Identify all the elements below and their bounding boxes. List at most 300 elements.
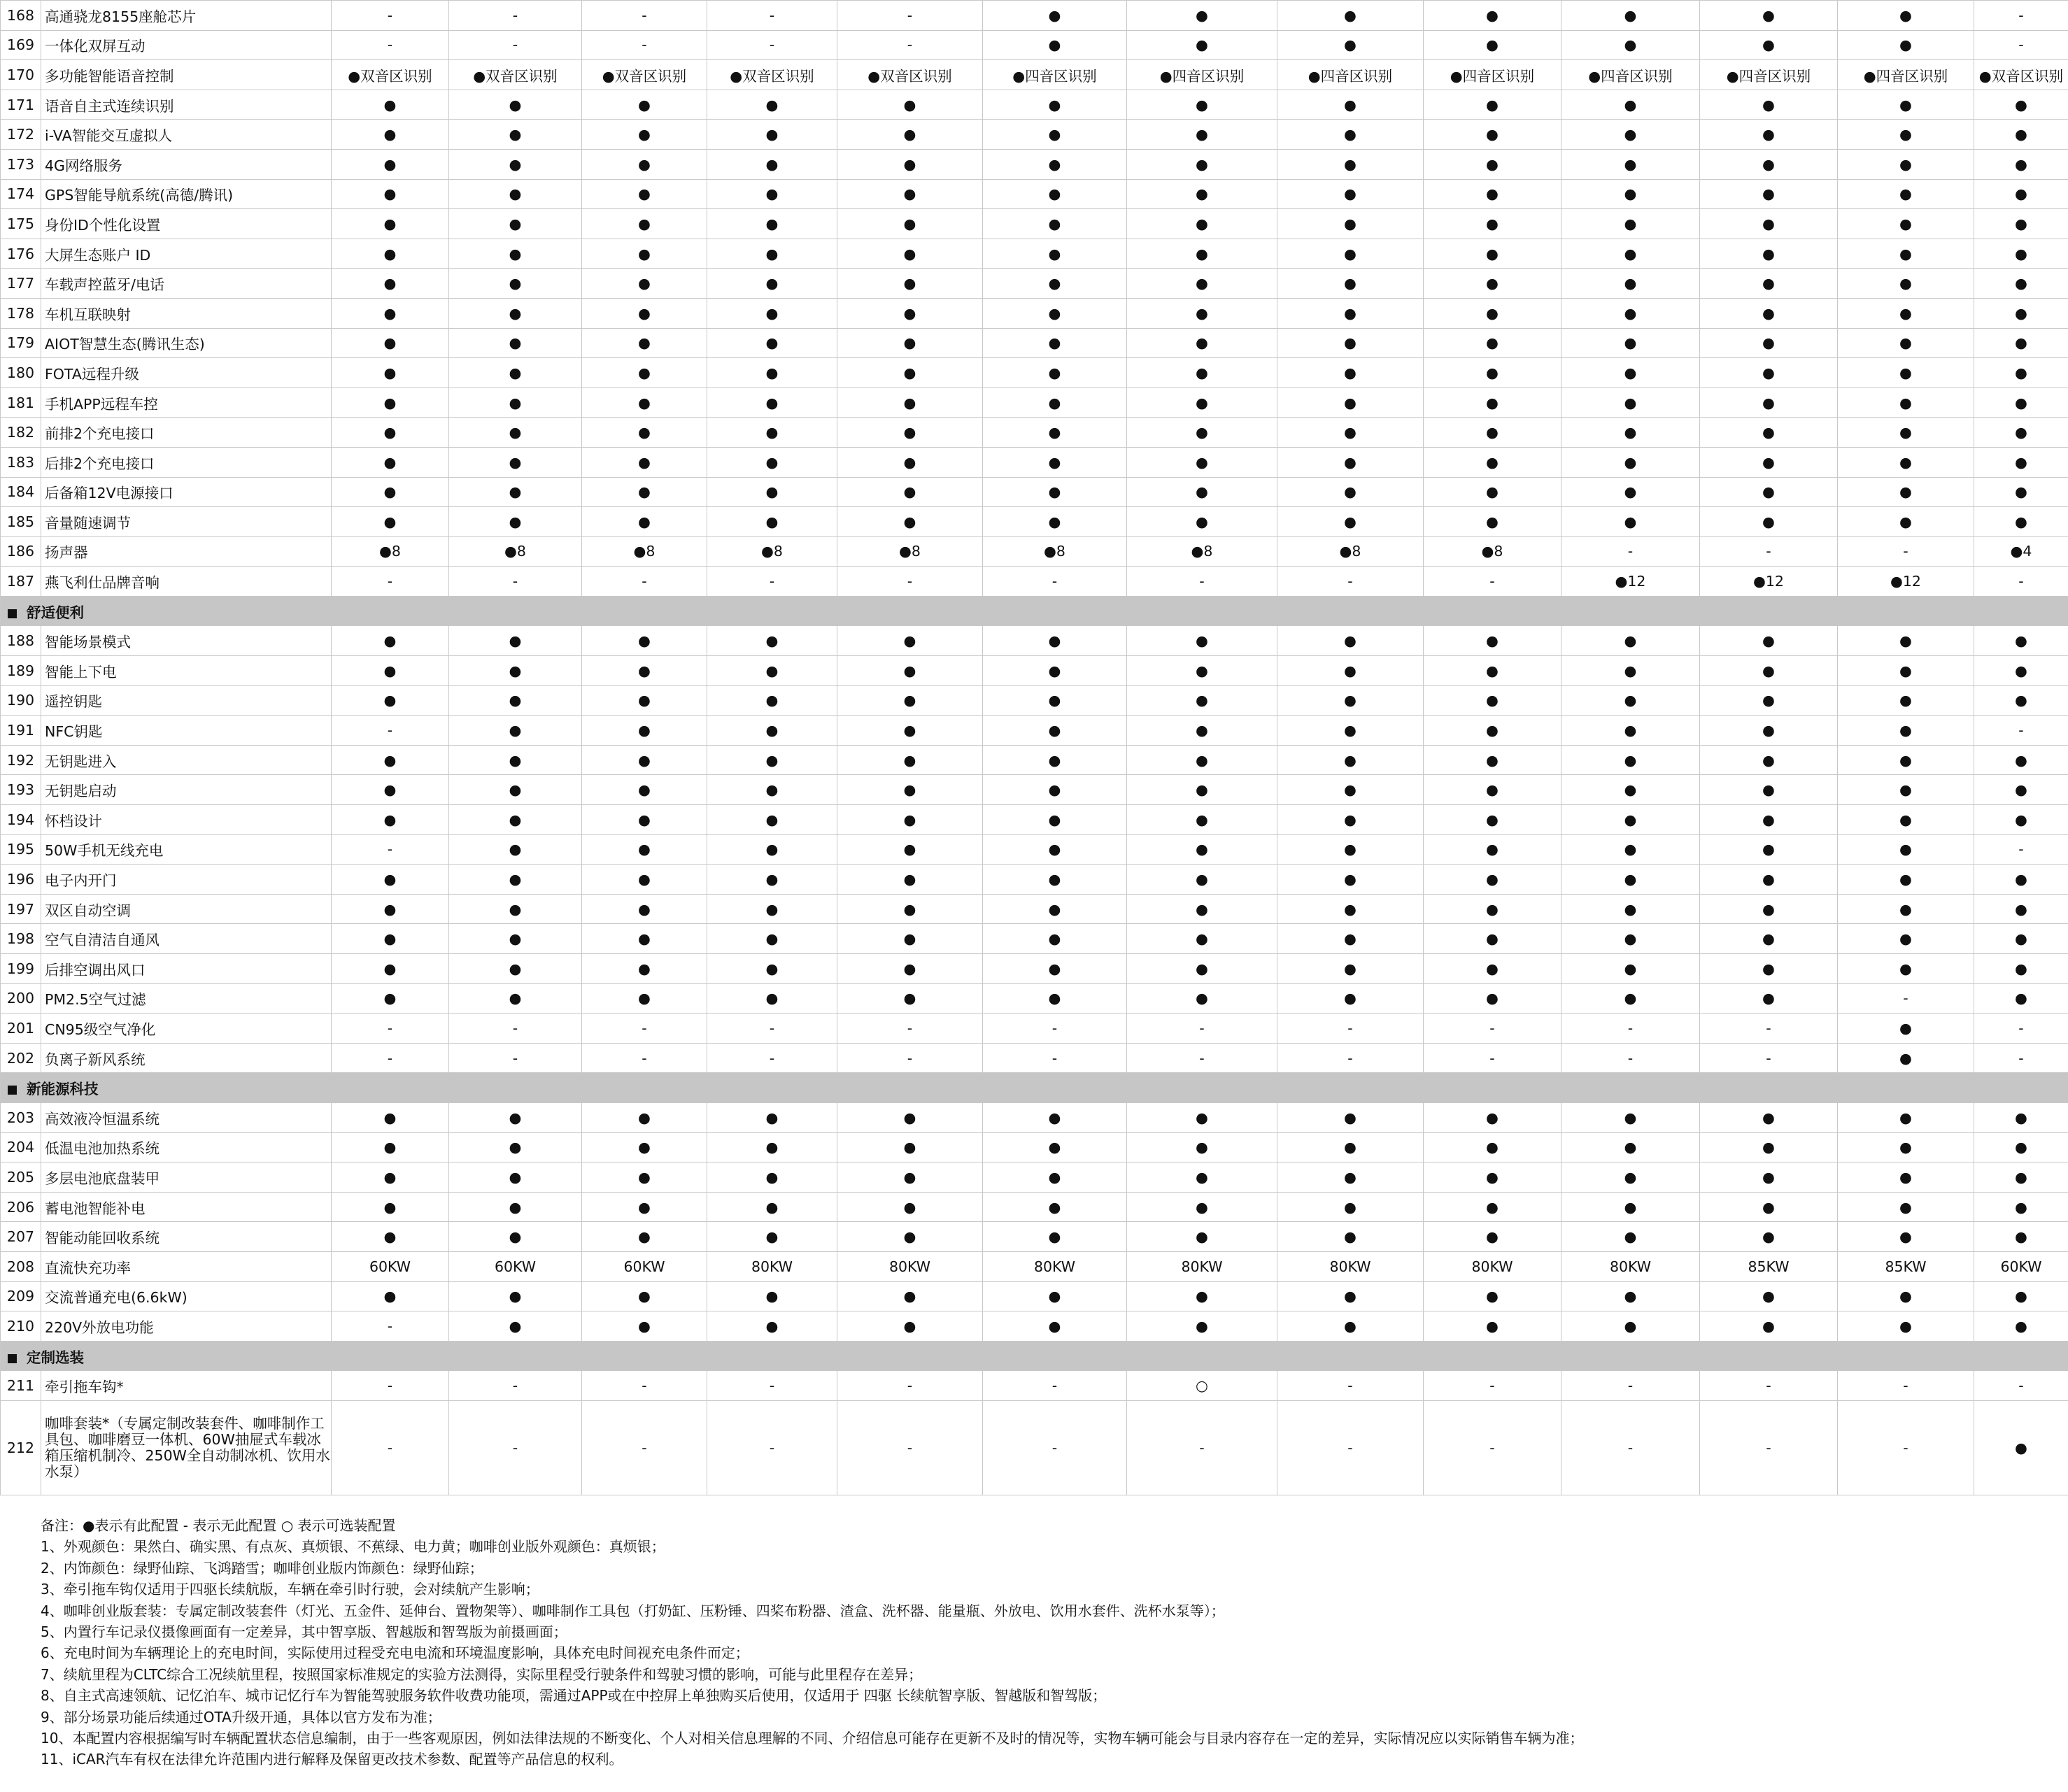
config-cell: - (1700, 1400, 1838, 1495)
section-title (1, 1341, 2068, 1371)
config-cell: ● (1127, 656, 1277, 686)
config-cell: ● (1424, 1281, 1561, 1311)
config-cell: ● (1974, 894, 2068, 924)
config-cell: ● (1561, 477, 1700, 507)
config-cell: 80KW (837, 1251, 983, 1281)
config-cell: ● (1838, 685, 1974, 716)
config-cell: ●四音区识别 (1838, 60, 1974, 90)
config-cell: ● (1700, 1281, 1838, 1311)
table-row (1, 1192, 2068, 1222)
config-cell: ● (1974, 805, 2068, 835)
config-cell: ● (1277, 626, 1424, 656)
config-cell: ● (1424, 120, 1561, 150)
config-cell: ● (707, 834, 837, 865)
table-row (1, 30, 2068, 60)
config-cell: ● (1838, 269, 1974, 299)
config-cell: ● (332, 954, 449, 984)
config-cell: ● (1974, 418, 2068, 448)
config-cell: ● (1700, 328, 1838, 358)
config-cell: ● (1127, 834, 1277, 865)
config-cell: ● (449, 865, 582, 895)
config-cell: ● (1974, 1222, 2068, 1252)
config-cell: ● (449, 894, 582, 924)
row-number: 176 (1, 239, 41, 269)
section-label: 舒适便利 (27, 604, 84, 621)
row-number: 191 (1, 716, 41, 746)
config-cell: ● (983, 149, 1127, 179)
config-cell: ● (707, 447, 837, 477)
feature-name: 智能场景模式 (41, 626, 332, 656)
footnote-line: 11、iCAR汽车有权在法律允许范围内进行解释及保留更改技术参数、配置等产品信息的权利。 (41, 1751, 623, 1768)
config-cell: ● (582, 775, 707, 805)
config-cell: ● (1127, 269, 1277, 299)
config-cell: ● (1700, 656, 1838, 686)
config-cell: - (582, 1043, 707, 1073)
config-cell: - (449, 1400, 582, 1495)
config-cell: - (1561, 1043, 1700, 1073)
config-cell: - (582, 1, 707, 31)
config-cell: ● (983, 328, 1127, 358)
config-cell: - (1700, 536, 1838, 567)
config-cell: ● (1974, 685, 2068, 716)
config-cell: 80KW (707, 1251, 837, 1281)
config-cell: ● (1127, 1281, 1277, 1311)
config-cell: ● (1838, 1281, 1974, 1311)
feature-name: 车载声控蓝牙/电话 (41, 269, 332, 299)
config-cell: ● (1561, 209, 1700, 239)
feature-name: 语音自主式连续识别 (41, 90, 332, 120)
config-cell: ● (1838, 1132, 1974, 1162)
config-cell: ● (837, 805, 983, 835)
row-number: 195 (1, 834, 41, 865)
config-cell: - (1277, 1014, 1424, 1044)
feature-name: PM2.5空气过滤 (41, 983, 332, 1014)
config-cell: ● (1838, 1014, 1974, 1044)
config-cell: ● (449, 447, 582, 477)
config-cell: ● (707, 894, 837, 924)
config-cell: ● (707, 1102, 837, 1132)
config-cell: ● (1127, 209, 1277, 239)
config-cell: ● (1277, 745, 1424, 775)
config-cell: ● (983, 90, 1127, 120)
config-cell: ● (1700, 1102, 1838, 1132)
config-cell: - (582, 1371, 707, 1401)
config-cell: - (1561, 536, 1700, 567)
config-cell: ● (449, 328, 582, 358)
config-cell: ● (1700, 90, 1838, 120)
footnote-line: 6、充电时间为车辆理论上的充电时间，实际使用过程受充电电流和环境温度影响，具体充电时间视充电条件而定； (41, 1644, 749, 1662)
config-cell: ● (1424, 1132, 1561, 1162)
config-cell: ● (1424, 477, 1561, 507)
config-cell: ● (1700, 716, 1838, 746)
config-cell: ● (983, 1162, 1127, 1193)
config-cell: ● (1127, 30, 1277, 60)
config-cell: - (332, 1014, 449, 1044)
row-number: 192 (1, 745, 41, 775)
config-cell: 80KW (1424, 1251, 1561, 1281)
config-cell: ● (1561, 298, 1700, 328)
table-row (1, 626, 2068, 656)
config-cell: ● (1127, 447, 1277, 477)
config-cell: ● (1700, 983, 1838, 1014)
config-cell: - (332, 1400, 449, 1495)
footnote-line: 5、内置行车记录仪摄像画面有一定差异，其中智享版、智越版和智驾版为前摄画面； (41, 1623, 567, 1641)
section-title (1, 596, 2068, 626)
config-cell: ● (1127, 477, 1277, 507)
table-row (1, 536, 2068, 567)
config-cell: ● (1424, 209, 1561, 239)
table-row (1, 90, 2068, 120)
config-cell: ● (1277, 1281, 1424, 1311)
config-cell: - (1974, 834, 2068, 865)
config-cell: ● (983, 865, 1127, 895)
config-cell: ● (837, 1192, 983, 1222)
config-cell: ● (1424, 387, 1561, 418)
config-cell: ● (1424, 865, 1561, 895)
config-cell: ● (449, 716, 582, 746)
config-cell: ● (1277, 90, 1424, 120)
config-cell: ● (1277, 30, 1424, 60)
config-cell: - (1700, 1014, 1838, 1044)
row-number: 180 (1, 358, 41, 388)
config-cell: ● (1424, 626, 1561, 656)
config-cell: ● (1127, 865, 1277, 895)
config-cell: - (1838, 1400, 1974, 1495)
config-cell: ● (707, 298, 837, 328)
config-cell: ● (983, 1102, 1127, 1132)
config-cell: ● (837, 983, 983, 1014)
config-cell: ● (332, 507, 449, 537)
footnote-line: 备注：●表示有此配置 - 表示无此配置 ○ 表示可选装配置 (41, 1517, 396, 1534)
config-cell: ● (449, 418, 582, 448)
config-cell: ● (332, 924, 449, 954)
config-cell: ● (1277, 1311, 1424, 1342)
feature-name: i-VA智能交互虚拟人 (41, 120, 332, 150)
config-cell: ● (1127, 1102, 1277, 1132)
config-cell: ● (1424, 834, 1561, 865)
config-cell: ● (332, 1281, 449, 1311)
footnote-line: 9、部分场景功能后续通过OTA升级开通，具体以官方发布为准； (41, 1708, 441, 1726)
config-cell: - (582, 1014, 707, 1044)
config-cell: ● (1561, 805, 1700, 835)
config-cell: ● (1127, 149, 1277, 179)
config-cell: ● (582, 894, 707, 924)
config-cell: ● (1838, 239, 1974, 269)
config-cell: ● (582, 1162, 707, 1193)
config-cell: ● (1974, 209, 2068, 239)
config-cell: - (449, 1014, 582, 1044)
config-cell: ● (1277, 418, 1424, 448)
feature-name: 交流普通充电(6.6kW) (41, 1281, 332, 1311)
config-cell: ● (1277, 358, 1424, 388)
config-cell: ● (582, 1311, 707, 1342)
config-cell: ● (1424, 1102, 1561, 1132)
config-cell: ● (1561, 358, 1700, 388)
config-cell: ● (707, 983, 837, 1014)
config-cell: ● (1424, 418, 1561, 448)
config-cell: ● (837, 447, 983, 477)
config-cell: ● (449, 1192, 582, 1222)
config-cell: ● (837, 418, 983, 448)
config-cell: ●四音区识别 (1277, 60, 1424, 90)
feature-name: 低温电池加热系统 (41, 1132, 332, 1162)
config-cell: ● (1974, 1132, 2068, 1162)
config-cell: ● (1838, 1102, 1974, 1132)
config-cell: ● (1277, 805, 1424, 835)
config-cell: ● (1700, 924, 1838, 954)
config-cell: ● (1700, 865, 1838, 895)
table-row (1, 567, 2068, 597)
config-cell: ● (332, 1162, 449, 1193)
config-cell: ● (1561, 120, 1700, 150)
config-cell: ● (1974, 865, 2068, 895)
config-cell: ●双音区识别 (582, 60, 707, 90)
config-cell: ● (983, 1281, 1127, 1311)
config-cell: ●8 (1424, 536, 1561, 567)
config-cell: ● (1424, 1, 1561, 31)
config-cell: ● (1277, 507, 1424, 537)
config-cell: ● (983, 626, 1127, 656)
config-cell: - (983, 1043, 1127, 1073)
config-cell: ● (1974, 775, 2068, 805)
config-cell: ● (837, 209, 983, 239)
config-cell: ● (1424, 745, 1561, 775)
config-cell: ● (1974, 656, 2068, 686)
config-cell: ● (983, 298, 1127, 328)
feature-name: 多层电池底盘装甲 (41, 1162, 332, 1193)
table-row (1, 1, 2068, 31)
config-cell: ● (983, 507, 1127, 537)
config-cell: ● (1127, 745, 1277, 775)
config-cell: ● (837, 387, 983, 418)
feature-name: 燕飞利仕品牌音响 (41, 567, 332, 597)
config-cell: ● (1561, 775, 1700, 805)
config-cell: ● (837, 120, 983, 150)
config-cell: ● (1424, 298, 1561, 328)
config-cell: - (332, 1371, 449, 1401)
config-cell: - (1838, 983, 1974, 1014)
table-row (1, 805, 2068, 835)
config-cell: ● (1700, 269, 1838, 299)
table-row (1, 358, 2068, 388)
config-cell: ● (1974, 1400, 2068, 1495)
config-cell: ● (1974, 1192, 2068, 1222)
config-cell: ● (449, 656, 582, 686)
config-cell: ● (1561, 626, 1700, 656)
config-cell: ● (332, 626, 449, 656)
config-cell: ● (1700, 120, 1838, 150)
config-cell: - (837, 1043, 983, 1073)
config-cell: ● (1561, 716, 1700, 746)
config-cell: - (449, 1043, 582, 1073)
footnote-line: 3、牵引拖车钩仅适用于四驱长续航版，车辆在牵引时行驶，会对续航产生影响； (41, 1581, 539, 1598)
config-cell: ● (582, 358, 707, 388)
config-cell: ● (1424, 894, 1561, 924)
table-row (1, 179, 2068, 209)
config-cell: - (1561, 1371, 1700, 1401)
config-cell: ● (582, 507, 707, 537)
row-number: 185 (1, 507, 41, 537)
config-cell: - (1974, 1, 2068, 31)
config-cell: ● (582, 149, 707, 179)
config-cell: ●双音区识别 (707, 60, 837, 90)
config-cell: ● (1700, 298, 1838, 328)
config-cell: ● (837, 775, 983, 805)
config-cell: ● (1561, 1281, 1700, 1311)
config-cell: - (1974, 1371, 2068, 1401)
config-cell: - (1974, 567, 2068, 597)
config-cell: ● (837, 865, 983, 895)
feature-name: 双区自动空调 (41, 894, 332, 924)
config-cell: ● (1700, 209, 1838, 239)
config-cell: ● (332, 745, 449, 775)
config-cell: ● (332, 328, 449, 358)
config-cell: ● (449, 358, 582, 388)
config-cell: ● (1277, 298, 1424, 328)
config-cell: ● (1424, 1311, 1561, 1342)
section-label: 新能源科技 (27, 1081, 99, 1098)
table-row (1, 1043, 2068, 1073)
footnote-line: 1、外观颜色：果然白、确实黑、有点灰、真烦银、不蕉绿、电力黄；咖啡创业版外观颜色：真烦银； (41, 1538, 665, 1556)
config-cell: - (1561, 1014, 1700, 1044)
feature-name: 牵引拖车钩* (41, 1371, 332, 1401)
table-row (1, 1400, 2068, 1495)
config-cell: ● (983, 269, 1127, 299)
config-cell: ● (707, 1222, 837, 1252)
config-cell: ● (1838, 1311, 1974, 1342)
table-row (1, 328, 2068, 358)
config-cell: ● (983, 656, 1127, 686)
config-cell: ●四音区识别 (983, 60, 1127, 90)
config-cell: ● (1424, 1162, 1561, 1193)
table-row (1, 507, 2068, 537)
config-cell: ● (582, 656, 707, 686)
config-cell: ● (837, 179, 983, 209)
config-cell: ● (1700, 447, 1838, 477)
feature-name: 车机互联映射 (41, 298, 332, 328)
row-number: 174 (1, 179, 41, 209)
feature-name: 大屏生态账户 ID (41, 239, 332, 269)
config-cell: ● (332, 865, 449, 895)
config-cell: ● (582, 120, 707, 150)
config-cell: ● (1838, 745, 1974, 775)
footnote-line: 2、内饰颜色：绿野仙踪、飞鸿踏雪；咖啡创业版内饰颜色：绿野仙踪； (41, 1559, 483, 1577)
config-cell: ● (707, 865, 837, 895)
config-cell: ● (1561, 1102, 1700, 1132)
config-cell: - (837, 30, 983, 60)
config-cell: ● (1277, 387, 1424, 418)
config-cell: ● (582, 269, 707, 299)
config-cell: ● (1561, 149, 1700, 179)
config-cell: ● (1424, 775, 1561, 805)
config-cell: ● (582, 1132, 707, 1162)
feature-name: 后排2个充电接口 (41, 447, 332, 477)
config-cell: ● (837, 358, 983, 388)
config-cell: ● (707, 924, 837, 954)
config-cell: ● (449, 149, 582, 179)
config-cell: ● (1561, 1, 1700, 31)
config-cell: ● (332, 983, 449, 1014)
config-cell: ● (582, 298, 707, 328)
config-cell: ● (1974, 149, 2068, 179)
feature-name: 手机APP远程车控 (41, 387, 332, 418)
config-cell: ● (1561, 447, 1700, 477)
config-cell: - (449, 567, 582, 597)
config-cell: ● (983, 775, 1127, 805)
config-cell: ● (983, 894, 1127, 924)
config-cell: ● (332, 418, 449, 448)
config-cell: ●四音区识别 (1561, 60, 1700, 90)
config-cell: ● (1127, 1311, 1277, 1342)
config-cell: ● (1424, 30, 1561, 60)
config-cell: ● (983, 954, 1127, 984)
config-cell: ●8 (1277, 536, 1424, 567)
config-cell: ● (1127, 298, 1277, 328)
config-cell: ● (1277, 239, 1424, 269)
config-cell: ● (1277, 865, 1424, 895)
row-number: 189 (1, 656, 41, 686)
feature-name: 后排空调出风口 (41, 954, 332, 984)
config-cell: ● (1277, 120, 1424, 150)
table-row (1, 716, 2068, 746)
row-number: 204 (1, 1132, 41, 1162)
config-cell: ● (1127, 1, 1277, 31)
config-cell: ● (582, 209, 707, 239)
row-number: 203 (1, 1102, 41, 1132)
config-cell: - (449, 30, 582, 60)
config-cell: - (1838, 536, 1974, 567)
row-number: 206 (1, 1192, 41, 1222)
row-number: 198 (1, 924, 41, 954)
config-cell: ●12 (1838, 567, 1974, 597)
config-cell: ● (1838, 209, 1974, 239)
config-cell: ● (707, 239, 837, 269)
config-cell: ● (582, 745, 707, 775)
config-cell: ● (449, 239, 582, 269)
config-cell: - (1424, 1043, 1561, 1073)
table-row (1, 745, 2068, 775)
config-cell: ● (332, 805, 449, 835)
config-cell: ● (1561, 865, 1700, 895)
config-cell: - (449, 1, 582, 31)
config-cell: ● (582, 834, 707, 865)
config-cell: ● (1700, 179, 1838, 209)
table-row (1, 447, 2068, 477)
config-cell: ● (1838, 507, 1974, 537)
row-number: 181 (1, 387, 41, 418)
table-row (1, 418, 2068, 448)
config-cell: ●4 (1974, 536, 2068, 567)
config-cell: ● (1561, 983, 1700, 1014)
config-cell: ● (1700, 1222, 1838, 1252)
config-cell: ● (1561, 269, 1700, 299)
config-cell: ● (449, 209, 582, 239)
table-row (1, 685, 2068, 716)
config-cell: ● (983, 1192, 1127, 1222)
config-cell: - (1838, 1371, 1974, 1401)
config-cell: - (1974, 716, 2068, 746)
config-cell: ● (1424, 716, 1561, 746)
config-cell: ● (707, 1162, 837, 1193)
config-cell: ● (1277, 954, 1424, 984)
config-cell: - (837, 1, 983, 31)
row-number: 201 (1, 1014, 41, 1044)
config-cell: ● (332, 1132, 449, 1162)
config-cell: ● (1838, 716, 1974, 746)
config-cell: - (707, 1043, 837, 1073)
feature-name: 4G网络服务 (41, 149, 332, 179)
config-cell: ●双音区识别 (332, 60, 449, 90)
